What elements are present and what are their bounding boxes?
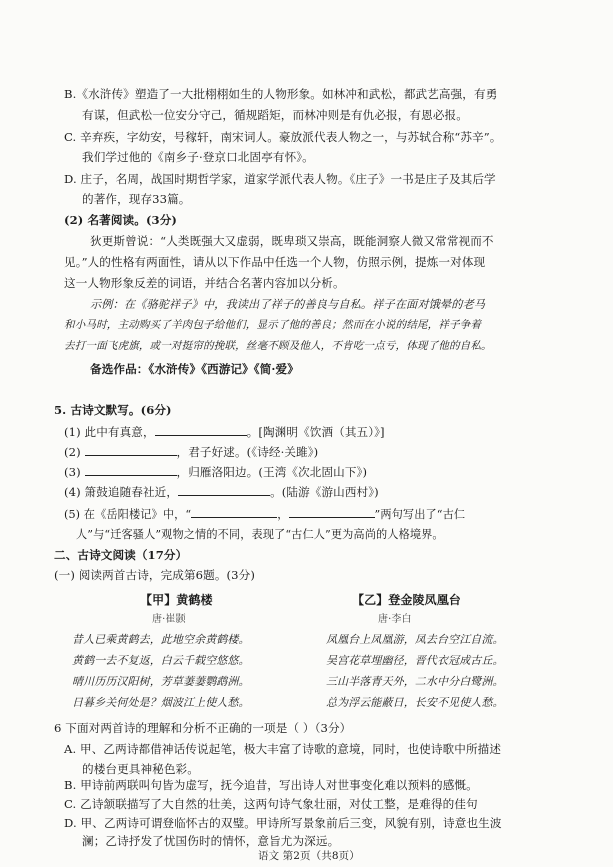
poem-b-line-2: 吴宫花草埋幽径，晋代衣冠成古丘。 bbox=[326, 654, 504, 667]
q4-example-line2: 和小马时，主动购买了羊肉包子给他们，显示了他的善良；然而在小说的结尾，祥子争着 bbox=[64, 319, 482, 331]
q4-optional-works: 备选作品：《水浒传》《西游记》《简·爱》 bbox=[90, 362, 299, 376]
q5-item-3 bbox=[64, 464, 367, 480]
poem-a-line-3: 晴川历历汉阳树，芳草萋萋鹦鹉洲。 bbox=[72, 675, 250, 688]
q4-part2-para-line3: 这一人物形象反差的词语，并结合名著内容加以分析。 bbox=[64, 276, 345, 290]
q4-example-line3: 去打一面飞虎旗，或一对挺帘的挽联，丝毫不顾及他人，不肯吃一点亏，体现了他的自私。 bbox=[64, 340, 492, 352]
q5-item-3-suffix: ，归雁洛阳边。(王湾《次北固山下》) bbox=[176, 465, 368, 479]
q4-option-d-line1: D. 庄子，名周，战国时期哲学家，道家学派代表人物。《庄子》一书是庄子及其后学 bbox=[64, 172, 496, 186]
q4-option-b-line2: 有谋，但武松一位安分守己，循规蹈矩，而林冲则是有仇必报，有恩必报。 bbox=[82, 108, 468, 122]
q5-item-2-prefix: (2) bbox=[64, 445, 85, 459]
q6-stem: 6 下面对两首诗的理解和分析不正确的一项是（ ）（3分） bbox=[54, 721, 352, 735]
q4-option-b-line1: B.《水浒传》塑造了一大批栩栩如生的人物形象。如林冲和武松，都武艺高强，有勇 bbox=[64, 87, 498, 101]
q4-option-c-line1: C. 辛弃疾，字幼安，号稼轩，南宋词人。豪放派代表人物之一，与苏轼合称“苏辛”。 bbox=[64, 130, 502, 144]
answer-blank[interactable] bbox=[191, 506, 277, 518]
poem-a-line-2: 黄鹤一去不复返，白云千载空悠悠。 bbox=[72, 654, 250, 667]
q6-option-a-line1: A. 甲、乙两诗都借神话传说起笔，极大丰富了诗歌的意境，同时，也使诗歌中所描述 bbox=[64, 742, 502, 756]
q5-item-1-prefix: (1) 此中有真意， bbox=[64, 425, 155, 439]
q6-option-d-line1: D. 甲、乙两诗可谓登临怀古的双璧。甲诗所写景象前后三变，风貌有别，诗意也生波 bbox=[64, 816, 502, 830]
q6-option-d-line2: 澜；乙诗抒发了忧国伤时的情怀，意旨尤为深远。 bbox=[82, 834, 340, 848]
section-2-subheading: (一) 阅读两首古诗，完成第6题。(3分) bbox=[54, 568, 255, 582]
poem-b-line-3: 三山半落青天外，二水中分白鹭洲。 bbox=[326, 675, 504, 688]
q5-item-5-line1 bbox=[64, 506, 465, 522]
q5-item-5-suffix: ”两句写出了“古仁 bbox=[374, 508, 466, 521]
q6-option-c: C. 乙诗颔联描写了大自然的壮美，这两句诗气象壮丽，对仗工整，是难得的佳句 bbox=[64, 797, 478, 811]
answer-blank[interactable] bbox=[155, 424, 247, 436]
q5-item-5-line2: 人”与“迁客骚人”观物之情的不同，表现了“古仁人”更为高尚的人格境界。 bbox=[76, 528, 444, 541]
q5-item-1 bbox=[64, 424, 385, 440]
answer-blank[interactable] bbox=[178, 484, 270, 496]
q5-item-5-prefix: (5) 在《岳阳楼记》中，“ bbox=[64, 508, 192, 521]
q5-item-5-comma: ， bbox=[277, 508, 289, 521]
q4-option-c-line2: 我们学过他的《南乡子·登京口北固亭有怀》。 bbox=[82, 150, 314, 164]
poem-a-line-4: 日暮乡关何处是？烟波江上使人愁。 bbox=[72, 696, 250, 709]
answer-blank[interactable] bbox=[85, 444, 177, 456]
poem-a-author: 唐·崔颢 bbox=[152, 614, 186, 625]
q5-item-3-prefix: (3) bbox=[64, 465, 85, 479]
q6-option-a-line2: 的楼台更具神秘色彩。 bbox=[82, 762, 199, 776]
q4-part2-heading: (2) 名著阅读。(3分) bbox=[64, 213, 177, 227]
q4-part2-para-line2: 见。”人的性格有两面性，请从以下作品中任选一个人物，仿照示例，提炼一对体现 bbox=[64, 255, 486, 269]
poem-a-line-1: 昔人已乘黄鹤去，此地空余黄鹤楼。 bbox=[72, 633, 250, 646]
answer-blank[interactable] bbox=[85, 464, 177, 476]
poem-b-author: 唐·李白 bbox=[378, 614, 412, 625]
page-footer: 语文 第2页（共8页） bbox=[258, 850, 360, 862]
q4-option-d-line2: 的著作，现存33篇。 bbox=[82, 192, 191, 206]
section-2-heading: 二、古诗文阅读（17分） bbox=[54, 548, 188, 562]
q5-item-2-suffix: ，君子好逑。(《诗经·关雎》) bbox=[176, 445, 319, 459]
poem-b-title: 【乙】登金陵凤凰台 bbox=[352, 593, 461, 607]
q6-option-b: B. 甲诗前两联叫句皆为虚写，抚今追昔，写出诗人对世事变化难以预料的感慨。 bbox=[64, 778, 478, 792]
poem-b-line-4: 总为浮云能蔽日，长安不见使人愁。 bbox=[326, 696, 504, 709]
q5-item-4 bbox=[64, 484, 379, 500]
q4-part2-para-line1: 狄更斯曾说：“人类既强大又虚弱，既卑琐又崇高，既能洞察人微又常常视而不 bbox=[90, 234, 494, 248]
answer-blank[interactable] bbox=[289, 506, 375, 518]
q5-heading: 5. 古诗文默写。(6分) bbox=[54, 403, 172, 417]
q5-item-4-prefix: (4) 箫鼓追随春社近， bbox=[64, 485, 179, 499]
q5-item-1-suffix: 。[陶渊明《饮酒（其五）》] bbox=[246, 425, 385, 439]
q5-item-2 bbox=[64, 444, 318, 460]
poem-b-line-1: 凤凰台上凤凰游，凤去台空江自流。 bbox=[326, 633, 504, 646]
q4-example-line1: 示例：在《骆驼祥子》中，我读出了祥子的善良与自私。祥子在面对饿晕的老马 bbox=[90, 298, 486, 311]
poem-a-title: 【甲】黄鹤楼 bbox=[140, 593, 213, 607]
q5-item-4-suffix: 。(陆游《游山西村》) bbox=[270, 485, 379, 499]
